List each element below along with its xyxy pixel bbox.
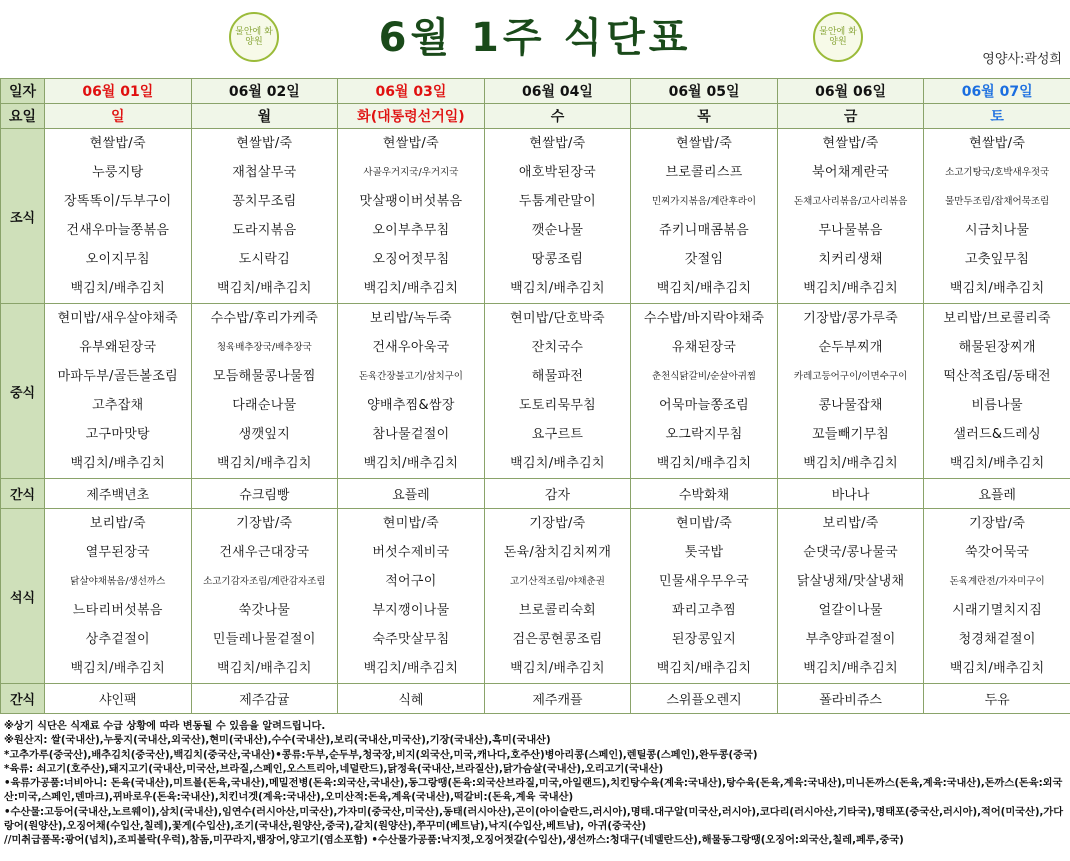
menu-item: 땅콩조림 bbox=[531, 252, 584, 267]
menu-item: 수수밥/바지락야채죽 bbox=[643, 311, 765, 326]
menu-item: 마파두부/골든볼조림 bbox=[57, 369, 178, 384]
lunch-cell bbox=[631, 304, 778, 479]
menu-item: 검은콩현콩조림 bbox=[512, 632, 603, 647]
menu-item: 부지깽이나물 bbox=[372, 603, 450, 618]
snack-afternoon-cell: 바나나 bbox=[777, 479, 924, 509]
menu-item: 백김치/배추김치 bbox=[70, 281, 166, 296]
snack-afternoon-cell: 감자 bbox=[484, 479, 631, 509]
menu-item: 보리밥/죽 bbox=[822, 516, 879, 531]
menu-item: 현미밥/죽 bbox=[382, 516, 439, 531]
menu-item: 백김치/배추김치 bbox=[656, 281, 752, 296]
row-label-dinner: 석식 bbox=[1, 509, 45, 684]
menu-item: 시금치나물 bbox=[965, 223, 1030, 238]
dinner-cell bbox=[484, 509, 631, 684]
menu-item: 현쌀밥/죽 bbox=[529, 136, 586, 151]
menu-item: 백김치/배추김치 bbox=[656, 661, 752, 676]
row-label-snack-afternoon: 간식 bbox=[1, 479, 45, 509]
menu-item: 닭살냉채/맛살냉채 bbox=[796, 574, 905, 589]
menu-item: 꽁치무조림 bbox=[232, 194, 297, 209]
menu-item: 오그락지무침 bbox=[665, 427, 743, 442]
menu-item: 백김치/배추김치 bbox=[510, 456, 605, 471]
menu-item: 민들레나물겉절이 bbox=[212, 632, 316, 647]
snack-afternoon-cell: 요플레 bbox=[338, 479, 485, 509]
menu-item: 숙주맛살무침 bbox=[372, 632, 450, 647]
menu-item: 건새우마늘쫑볶음 bbox=[66, 223, 170, 238]
menu-item: 민물새우무우국 bbox=[659, 574, 750, 589]
menu-item: 보리밥/브로콜리죽 bbox=[943, 311, 1051, 326]
menu-item: 버섯수제비국 bbox=[372, 545, 450, 560]
lunch-cell bbox=[777, 304, 924, 479]
menu-item: 기장밥/콩가루죽 bbox=[803, 311, 898, 326]
menu-item: 열무된장국 bbox=[85, 545, 150, 560]
menu-item: 어묵마늘쫑조림 bbox=[659, 398, 750, 413]
menu-item: 돈채고사리볶음/고사리볶음 bbox=[793, 196, 908, 207]
lunch-cell bbox=[484, 304, 631, 479]
menu-item: 꽈리고추찜 bbox=[671, 603, 737, 618]
menu-item: 현쌀밥/죽 bbox=[822, 136, 879, 151]
menu-item: 현미밥/죽 bbox=[675, 516, 733, 531]
dinner-cell bbox=[45, 509, 192, 684]
menu-item: 카레고등어구이/이면수구이 bbox=[793, 371, 908, 382]
menu-item: 백김치/배추김치 bbox=[656, 456, 752, 471]
weekday-cell: 화(대통령선거일) bbox=[338, 104, 485, 129]
menu-item: 돈육계란전/가자미구이 bbox=[949, 576, 1045, 587]
menu-item: 춘천식닭갈비/순살아귀찜 bbox=[651, 371, 757, 382]
menu-item: 브로콜리스프 bbox=[665, 165, 743, 180]
menu-item: 백김치/배추김치 bbox=[803, 281, 898, 296]
note-line: •육류가공품:너비아니: 돈육(국내산),미트볼(돈육,국내산),메밀전병(돈육:외국산,국내산),동그랑땡(돈육:외국산브라질,미국,아일랜드),치킨탕수육(계육:국내산),탕수육(돈육,계육:국내산),미니돈까스(돈육,계육:국내산),돈까스(돈육:외국산:미국,스페인,덴마크),뀌바로우(돈육:국내산),치킨너겟(계육:국내산),오미산적:돈육,계육(국내산),떡갈비:(돈육,계육 국내산) bbox=[4, 778, 1063, 804]
menu-item: 백김치/배추김치 bbox=[70, 661, 166, 676]
snack-evening-cell: 폴라비쥬스 bbox=[777, 684, 924, 714]
menu-item: 현쌀밥/죽 bbox=[382, 136, 439, 151]
date-cell: 06월 05일 bbox=[631, 79, 778, 104]
menu-item: 사골우거지국/우거지국 bbox=[363, 167, 459, 178]
menu-item: 백김치/배추김치 bbox=[70, 456, 166, 471]
menu-item: 고구마맛탕 bbox=[85, 427, 150, 442]
menu-item: 건새우근대장국 bbox=[219, 545, 310, 560]
note-line: *고추가루(중국산),배추김치(중국산),백김치(중국산,국내산)•콩류:두부,순두부,청국장,비지(외국산,미국,캐나다,호주산)병아리콩(스페인),렌틸콩(스페인),완두콩(중국) bbox=[4, 749, 758, 761]
menu-item: 백김치/배추김치 bbox=[510, 661, 605, 676]
snack-evening-cell: 샤인팩 bbox=[45, 684, 192, 714]
breakfast-cell bbox=[777, 129, 924, 304]
menu-item: 민찌가지볶음/계란후라이 bbox=[651, 196, 757, 207]
menu-item: 백김치/배추김치 bbox=[803, 456, 898, 471]
menu-item: 부추양파겉절이 bbox=[805, 632, 896, 647]
snack-afternoon-cell: 제주백년초 bbox=[45, 479, 192, 509]
snack-afternoon-cell: 수박화채 bbox=[631, 479, 778, 509]
menu-item: 두툼계란말이 bbox=[518, 194, 597, 209]
dinner-cell bbox=[191, 509, 338, 684]
page-title: 6월 1주 식단표 bbox=[378, 15, 692, 61]
dinner-cell bbox=[338, 509, 485, 684]
menu-item: 현쌀밥/죽 bbox=[675, 136, 733, 151]
menu-item: 얼갈이나물 bbox=[818, 603, 883, 618]
menu-item: 순두부찌개 bbox=[818, 340, 883, 355]
date-row bbox=[1, 79, 1070, 104]
menu-item: 떡산적조림/동태전 bbox=[943, 369, 1051, 384]
logo-icon bbox=[813, 12, 863, 62]
menu-item: 다래순나물 bbox=[232, 398, 297, 413]
note-line: •수산물:고등어(국내산,노르웨이),삼치(국내산),임연수(러시아산,미국산),가자미(중국산,미국산),동태(러시아산),곤이(아이슬란드,러시아),명태.대구알(미국산,러시아),코다리(러시아산,기타국),명태포(중국산,러시아),적어(미국산),가다랑어(원양산),오징어채(수입산,칠레),꽃게(수입산),조기(국내산,원양산,중국),갈치(원양산),쭈꾸미(베트남),낙지(수입산,베트남), 아귀(중국산) bbox=[4, 806, 1064, 833]
menu-item: 보리밥/녹두죽 bbox=[369, 311, 452, 326]
dinner-row bbox=[1, 509, 1070, 684]
row-label-day: 요일 bbox=[1, 104, 45, 129]
menu-item: 유부왜된장국 bbox=[79, 340, 157, 355]
menu-item: 기장밥/죽 bbox=[969, 516, 1026, 531]
snack-evening-row bbox=[1, 684, 1070, 714]
menu-item: 고기산적조림/야채춘권 bbox=[509, 576, 605, 587]
weekday-cell: 토 bbox=[924, 104, 1070, 129]
menu-item: 애호박된장국 bbox=[518, 165, 597, 180]
menu-item: 고추잡채 bbox=[92, 398, 144, 413]
dinner-cell bbox=[631, 509, 778, 684]
menu-item: 백김치/배추김치 bbox=[363, 281, 459, 296]
weekday-cell: 일 bbox=[45, 104, 192, 129]
menu-item: 백김치/배추김치 bbox=[363, 456, 459, 471]
lunch-row bbox=[1, 304, 1070, 479]
menu-item: 콩나물잡채 bbox=[818, 398, 883, 413]
menu-item: 양배추찜&쌈장 bbox=[367, 398, 455, 413]
menu-item: 해물된장찌개 bbox=[958, 340, 1036, 355]
menu-item: 수수밥/후리가케죽 bbox=[210, 311, 319, 326]
menu-item: 오이지무침 bbox=[85, 252, 150, 267]
weekday-cell: 월 bbox=[191, 104, 338, 129]
menu-item: 적어구이 bbox=[385, 574, 437, 589]
lunch-cell bbox=[191, 304, 338, 479]
weekday-cell: 금 bbox=[777, 104, 924, 129]
menu-item: 오징어젓무침 bbox=[372, 252, 450, 267]
menu-item: 누룽지탕 bbox=[92, 165, 144, 180]
header bbox=[0, 0, 1070, 80]
dinner-cell bbox=[777, 509, 924, 684]
menu-item: 백김치/배추김치 bbox=[217, 456, 312, 471]
menu-item: 해물파전 bbox=[531, 369, 584, 384]
date-cell: 06월 04일 bbox=[484, 79, 631, 104]
menu-item: 돈육간장불고기/삼치구이 bbox=[358, 371, 463, 382]
breakfast-cell bbox=[924, 129, 1070, 304]
menu-item: 모듬해물콩나물찜 bbox=[212, 369, 316, 384]
menu-item: 브로콜리숙회 bbox=[518, 603, 597, 618]
menu-item: 현쌀밥/죽 bbox=[89, 136, 146, 151]
menu-item: 무나물볶음 bbox=[818, 223, 883, 238]
menu-item: 생깻잎지 bbox=[238, 427, 291, 442]
menu-item: 톳국밥 bbox=[684, 545, 724, 560]
menu-item: 백김치/배추김치 bbox=[803, 661, 898, 676]
menu-item: 쑥갓나물 bbox=[238, 603, 291, 618]
menu-item: 도토리묵무침 bbox=[518, 398, 597, 413]
date-cell: 06월 07일 bbox=[924, 79, 1070, 104]
row-label-date: 일자 bbox=[1, 79, 45, 104]
weekday-cell: 수 bbox=[484, 104, 631, 129]
lunch-cell bbox=[45, 304, 192, 479]
menu-item: 잔치국수 bbox=[531, 340, 584, 355]
note-line: ※상기 식단은 식재료 수급 상황에 따라 변동될 수 있음을 알려드립니다. bbox=[4, 721, 326, 732]
menu-item: 소고기탕국/호박새우젓국 bbox=[945, 167, 1050, 178]
snack-evening-cell: 스위플오렌지 bbox=[631, 684, 778, 714]
breakfast-cell bbox=[45, 129, 192, 304]
logo-text: 물안에 화양원 bbox=[235, 27, 273, 47]
menu-item: 샐러드&드레싱 bbox=[953, 427, 1041, 442]
menu-item: 치커리생채 bbox=[818, 252, 883, 267]
menu-item: 비름나물 bbox=[971, 398, 1023, 413]
date-cell: 06월 02일 bbox=[191, 79, 338, 104]
menu-item: 현미밥/새우살야채죽 bbox=[57, 311, 178, 326]
menu-item: 건새우아욱국 bbox=[372, 340, 450, 355]
menu-item: 순댓국/콩나물국 bbox=[803, 545, 898, 560]
menu-item: 현쌀밥/죽 bbox=[969, 136, 1026, 151]
menu-item: 백김치/배추김치 bbox=[217, 281, 312, 296]
menu-item: 갓절임 bbox=[684, 252, 724, 267]
menu-item: 백김치/배추김치 bbox=[217, 661, 312, 676]
menu-item: 요구르트 bbox=[531, 427, 584, 442]
menu-item: 백김치/배추김치 bbox=[949, 661, 1045, 676]
date-cell: 06월 03일 bbox=[338, 79, 485, 104]
row-label-breakfast: 조식 bbox=[1, 129, 45, 304]
snack-evening-cell: 두유 bbox=[924, 684, 1070, 714]
lunch-cell bbox=[338, 304, 485, 479]
menu-item: 느타리버섯볶음 bbox=[72, 603, 163, 618]
menu-item: 청경채겉절이 bbox=[958, 632, 1036, 647]
menu-item: 현쌀밥/죽 bbox=[236, 136, 293, 151]
menu-item: 꼬들빼기무침 bbox=[812, 427, 890, 442]
snack-evening-cell: 제주감귤 bbox=[191, 684, 338, 714]
breakfast-row bbox=[1, 129, 1070, 304]
menu-item: 백김치/배추김치 bbox=[949, 456, 1045, 471]
menu-item: 깻순나물 bbox=[531, 223, 584, 238]
note-line: ※원산지: 쌀(국내산),누룽지(국내산,외국산),현미(국내산),수수(국내산),보리(국내산,미국산),기장(국내산),흑미(국내산) bbox=[4, 735, 551, 747]
menu-item: 고춧잎무침 bbox=[965, 252, 1030, 267]
menu-item: 기장밥/죽 bbox=[529, 516, 586, 531]
menu-item: 백김치/배추김치 bbox=[510, 281, 605, 296]
menu-item: 닭살야채볶음/생선까스 bbox=[70, 576, 166, 587]
row-label-lunch: 중식 bbox=[1, 304, 45, 479]
menu-table bbox=[0, 78, 1070, 714]
menu-item: 참나물겉절이 bbox=[372, 427, 450, 442]
lunch-cell bbox=[924, 304, 1070, 479]
breakfast-cell bbox=[338, 129, 485, 304]
menu-item: 청육배추장국/배추장국 bbox=[216, 342, 312, 353]
day-row bbox=[1, 104, 1070, 129]
dinner-cell bbox=[924, 509, 1070, 684]
menu-item: 보리밥/죽 bbox=[89, 516, 146, 531]
menu-item: 기장밥/죽 bbox=[236, 516, 293, 531]
menu-item: 상추겉절이 bbox=[85, 632, 150, 647]
menu-item: 오이부추무침 bbox=[372, 223, 450, 238]
breakfast-cell bbox=[484, 129, 631, 304]
notes-section bbox=[4, 720, 1066, 849]
menu-item: 쥬키니매콤볶음 bbox=[659, 223, 750, 238]
menu-item: 장똑똑이/두부구이 bbox=[64, 194, 172, 209]
snack-afternoon-cell: 슈크림빵 bbox=[191, 479, 338, 509]
menu-item: 시래기멸치지짐 bbox=[952, 603, 1043, 618]
menu-item: 백김치/배추김치 bbox=[949, 281, 1045, 296]
snack-afternoon-cell: 요플레 bbox=[924, 479, 1070, 509]
snack-evening-cell: 제주캐플 bbox=[484, 684, 631, 714]
weekday-cell: 목 bbox=[631, 104, 778, 129]
menu-item: 소고기감자조림/계란감자조림 bbox=[203, 576, 326, 587]
logo-text: 물안에 화양원 bbox=[819, 27, 857, 47]
menu-item: 북어채계란국 bbox=[812, 165, 890, 180]
menu-item: 백김치/배추김치 bbox=[363, 661, 459, 676]
note-line: *육류: 쇠고기(호주산),돼지고기(국내산,미국산,브라질,스페인,오스트리아,네덜란드),닭정육(국내산,브라질산),닭가슴살(국내산),오리고기(국내산) bbox=[4, 763, 664, 775]
menu-item: 도라지볶음 bbox=[232, 223, 297, 238]
breakfast-cell bbox=[631, 129, 778, 304]
menu-item: 맛살팽이버섯볶음 bbox=[359, 194, 463, 209]
menu-item: 유채된장국 bbox=[671, 340, 737, 355]
menu-item: 돈육/참치김치찌개 bbox=[503, 545, 612, 560]
row-label-snack-evening: 간식 bbox=[1, 684, 45, 714]
menu-item: 도시락김 bbox=[238, 252, 291, 267]
menu-item: 된장콩잎지 bbox=[671, 632, 737, 647]
date-cell: 06월 06일 bbox=[777, 79, 924, 104]
date-cell: 06월 01일 bbox=[45, 79, 192, 104]
menu-item: 쑥갓어묵국 bbox=[965, 545, 1030, 560]
snack-afternoon-row bbox=[1, 479, 1070, 509]
breakfast-cell bbox=[191, 129, 338, 304]
note-line: //미취급품목:광어(넙치),조피볼락(우럭),참돔,미꾸라지,뱀장어,양고기(염소포함) •수산물가공품:낙지젓,오징어젓갈(수입산),생선까스:청대구(네델란드산),해물동그랑땡(오징어:외국산,칠레,페루,중국) bbox=[4, 835, 904, 847]
nutritionist-label: 영양사:곽성희 bbox=[982, 52, 1062, 67]
snack-evening-cell: 식혜 bbox=[338, 684, 485, 714]
menu-item: 현미밥/단호박죽 bbox=[510, 311, 605, 326]
menu-item: 재첩살무국 bbox=[232, 165, 297, 180]
menu-item: 물만두조림/잡채어묵조림 bbox=[945, 196, 1050, 207]
